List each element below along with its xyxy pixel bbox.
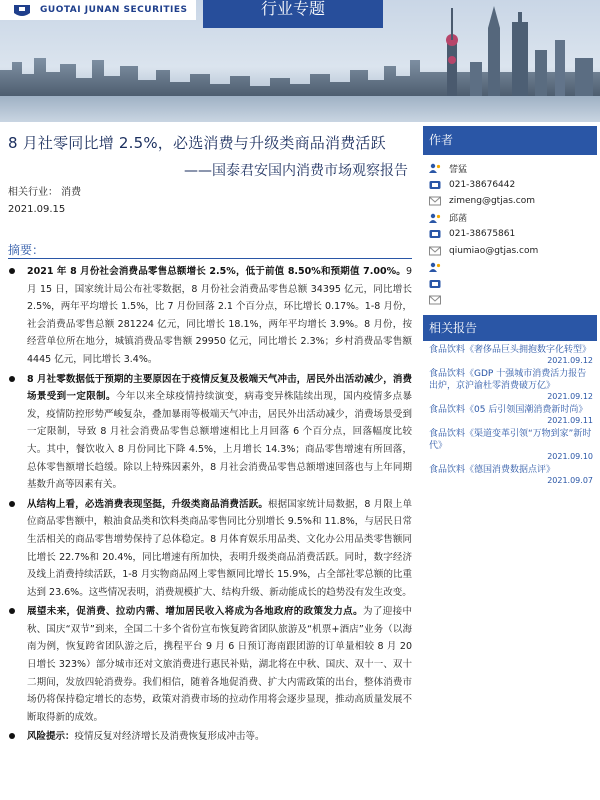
phone-icon	[429, 229, 441, 239]
bullet-lead: 从结构上看，必选消费表现坚挺，升级类商品消费活跃。	[27, 498, 268, 510]
contact-row	[429, 243, 597, 260]
bullet-dot-icon	[9, 733, 15, 739]
bullet-text: 今年以来全球疫情持续演变，病毒变异株陆续出现，国内疫情多点暴发，疫情防控形势严峻复杂，叠加暴雨等极端天气冲击，居民外出活动减少，消费场景受到一定限制，导致 8 月社会消费品零售总额增速相比上月回落 6 个百分点，回落幅度比较大。其中，餐饮收入 8 月份同比下降 4.5%，上月增长 14.3%；商品零售增速有所回落，总体零售额增长趋缓。除以上特殊因素外，8 月社会消费品零售总额增速回落也与上年同期基数升高等因素有关。	[27, 391, 412, 491]
sidebar	[423, 126, 597, 508]
report-item-date: 2021.09.07	[547, 475, 593, 485]
contact-row	[429, 292, 597, 309]
bullet-lead: 展望未来，促消费、拉动内需、增加居民收入将成为各地政府的政策发力点。	[27, 606, 363, 618]
phone-icon	[429, 180, 441, 190]
report-item[interactable]	[429, 344, 593, 366]
company-logo	[0, 0, 196, 20]
gtja-logo-icon	[12, 3, 32, 17]
header-banner	[0, 0, 600, 122]
author-name: 邱菡	[449, 214, 468, 225]
report-item-date: 2021.09.12	[547, 391, 593, 401]
mail-icon	[429, 246, 441, 256]
author-phone[interactable]: 021-38675861	[449, 229, 516, 240]
logo-text: GUOTAI JUNAN SECURITIES	[40, 5, 188, 15]
abstract-label: 摘要：	[8, 243, 45, 257]
contact-row	[429, 160, 597, 177]
author-name: 訾猛	[449, 164, 468, 175]
report-type-badge: 行业专题	[203, 0, 383, 28]
bullet-lead: 2021 年 8 月份社会消费品零售总额增长 2.5%，低于前值 8.50%和预期值 7.00%。	[27, 266, 406, 277]
report-link[interactable]: 食品饮料《05 后引领国潮消费新时尚》	[429, 404, 588, 415]
report-link[interactable]: 食品饮料《GDP 十强城市消费活力报告出炉，京沪渝杜零消费破万亿》	[429, 368, 587, 391]
report-link[interactable]: 食品饮料《渠道变革引领“万物到家”新时代》	[429, 428, 592, 451]
abstract-bullets	[8, 263, 412, 748]
bullet-text: 疫情反复对经济增长及消费恢复形成冲击等。	[74, 731, 265, 743]
bullet-item	[8, 728, 412, 746]
bullet-item	[8, 371, 412, 494]
bullet-dot-icon	[9, 376, 15, 382]
related-reports-list	[423, 341, 597, 486]
contact-row	[429, 193, 597, 210]
bullet-lead: 8 月社零数据低于预期的主要原因在于疫情反复及极端天气冲击，居民外出活动减少，消费场景受到一定限制。	[27, 373, 412, 403]
author-header: 作者	[423, 126, 597, 155]
bullet-lead: 风险提示：	[27, 731, 75, 743]
mail-icon	[429, 196, 441, 206]
related-industry: 相关行业： 消费	[8, 187, 82, 198]
report-subtitle: ——国泰君安国内消费市场观察报告	[184, 163, 408, 179]
bullet-dot-icon	[9, 268, 15, 274]
author-email[interactable]: zimeng@gtjas.com	[449, 196, 535, 207]
abstract-divider	[8, 258, 412, 259]
contact-row	[429, 226, 597, 243]
bullet-text: 9 月 15 日，国家统计局公布社零数据，8 月份社会消费品零售总额 34395 亿元，同比增长 2.5%，两年平均增长 1.5%，比 7 月份回落 2.1 个百分点，环比增长 0.17%。1-8 月份，社会消费品零售总额 281224 亿元，同比增长 18.1%，两年平均增长 3.9%。8 月份，按经营单位所在地分，城镇消费品零售额 29950 亿元，同比增长 2.3%；乡村消费品零售额 4445 亿元，同比增长 3.4%。	[27, 266, 412, 365]
contact-row	[429, 259, 597, 276]
person-icon	[429, 213, 441, 223]
report-link[interactable]: 食品饮料《奢侈品巨头拥抱数字化转型》	[429, 344, 592, 355]
report-item[interactable]	[429, 428, 593, 462]
bullet-dot-icon	[9, 608, 15, 614]
person-icon	[429, 163, 441, 173]
bullet-text: 根据国家统计局数据，8 月限上单位商品零售额中，粮油食品类和饮料类商品零售同比分别增长 9.5%和 11.8%，与居民日常生活相关的商品零售增势保持了总体稳定。8 月体育娱乐用品类、文化办公用品类零售额同比增长 22.7%和 20.4%，同比增速有所加快，表明升级类商品消费活跃。同时，数字经济及线上消费持续活跃，1-8 月实物商品网上零售额同比增长 15.9%，占全部社零总额的比重达到 23.6%。这些情况表明，消费规模扩大、结构升级、新动能成长的趋势没有发生改变。	[27, 498, 412, 598]
contact-row	[429, 276, 597, 293]
report-date: 2021.09.15	[8, 204, 66, 215]
contact-row	[429, 210, 597, 227]
author-email[interactable]: qiumiao@gtjas.com	[449, 245, 539, 256]
contact-row	[429, 177, 597, 194]
bullet-text: 为了迎接中秋、国庆“双节”到来，全国二十多个省份宣布恢复跨省团队旅游及“机票+酒店”业务（以海南为例，恢复跨省团队游之后，携程平台 9 月 6 日预订海南跟团游的订单量相较 8 月 20 日增长 323%）部分城市还对文旅消费进行惠民补贴，湖北将在中秋、国庆、双十一、双十二期间，发放四轮消费券。我们相信，随着各地促消费、扩大内需政策的出台，整体消费市场仍将保持稳定增长的态势，政策对消费市场的拉动作用将会逐步显现，推动高质量发展不断取得新的成效。	[27, 606, 412, 723]
report-link[interactable]: 食品饮料《德国消费数据点评》	[429, 464, 556, 475]
related-reports-header: 相关报告	[423, 315, 597, 341]
mail-icon	[429, 295, 441, 305]
report-item[interactable]	[429, 368, 593, 402]
report-title: 8 月社零同比增 2.5%，必选消费与升级类商品消费活跃	[8, 134, 386, 152]
phone-icon	[429, 279, 441, 289]
author-contacts	[423, 155, 597, 309]
bullet-item	[8, 496, 412, 602]
bullet-item	[8, 263, 412, 369]
person-icon	[429, 262, 441, 272]
bullet-item	[8, 603, 412, 726]
report-item[interactable]	[429, 464, 593, 486]
report-item[interactable]	[429, 404, 593, 426]
report-item-date: 2021.09.11	[547, 415, 593, 425]
bullet-dot-icon	[9, 501, 15, 507]
report-item-date: 2021.09.10	[547, 451, 593, 461]
author-phone[interactable]: 021-38676442	[449, 179, 516, 190]
report-item-date: 2021.09.12	[547, 355, 593, 365]
